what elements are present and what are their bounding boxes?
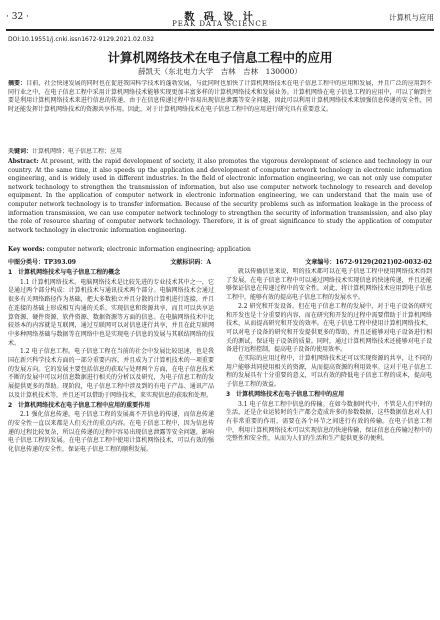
clc-number: 中图分类号：TP393.09: [8, 259, 76, 266]
body-column-right: [226, 268, 432, 618]
section-heading: 2 计算机网络技术在电子信息工程中应用的重要作用: [8, 401, 151, 409]
classification-line: [8, 257, 432, 266]
abstract-en: [8, 158, 432, 244]
keywords-cn-text: 计算机网络；电子信息工程；应用: [32, 148, 123, 155]
abstract-cn-text: 目前，社会快速发展的同时也在促进我国科学技术的蓬勃发展，与此同时也加快了计算机网络技术在电子信息工程中的应用和发展，并且广泛的应用到不同行业之中，在电子信息工程中采用计算机网络技术能够实现更加丰富多样的计算机网络技术和发展业务。计算机网络在电子信息工程的应用中，可以了解到主要是利用计算机网络技术来进行信息的传递，由于在信息传递过程中容易出现信息泄露等安全问题，因此可以利用计算机网络技术来加强信息传递的安全性，同时还能发挥计算机网络技术的资源共享作用。因此，对于计算机网络技术在电子信息工程中的应用进行研究具有重要意义。: [8, 80, 432, 113]
keywords-en-text: computer network; electronic information engineering; application: [46, 246, 251, 253]
author-line: 薛凯天（东北电力大学 吉林 吉林 130000）: [138, 67, 302, 76]
abstract-cn-label: 摘要：: [8, 80, 27, 87]
keywords-cn: [8, 148, 432, 157]
abstract-en-text: At present, with the rapid development of society, it also promotes the vigorous development of science and technology in our country. At the same time, it also speeds up the application and development of computer network technology in electronic information engineering, and is widely used in different industries. In the field of electronic information engineering, we can not only use computer network technology to strengthen the transmission of information, but also use computer network technology to research and develop equipment. In the application of computer network in electronic information engineering, we can understand that the main use of computer network technology is to transfer information. Because of the security problems such as information leakage in the process of information transmission, we can use computer network technology to strengthen the security of information transmission, and also play the role of resource sharing of computer network technology. Therefore, it is of great significance to study the application of computer network technology in electronic information engineering.: [8, 158, 432, 234]
body-paragraph: 就以传播信息来说，明的技术都可以在电子信息工程中使用网络技术得到了发展，在电子信息工程中可以通过网络技术实现信息的快速传递，并且还能够保证信息在传递过程中的安全性。对此，将计算机网络技术应用到电子信息工程中，能够有效的提高电子信息工程的发展水平。: [226, 268, 432, 302]
document-code: 文献标识码：A: [170, 259, 211, 266]
body-paragraph: 1.1 计算机网络技术。电脑网络技术是比较先进的专业技术其中之一，它是通过两个部分构成：计算机技术与通讯技术两个部分。电脑网络技术会通过很多有关网络路径作为基础，把大多数独立并且分散的计算机进行连接，并且在连接的基础上形成相互沟通的关系，实现信息和资源共享，而且可以共享运算资源、硬件资源、软件资源、数据资源等方面的信息。在电脑网络技术中比较基本的内容就是互联网，通过互联网可以对信息进行共享，并且在此互联网中多种网络基础与数据等在网络中也是实现电子信息的发展与其联结网络的技术。: [8, 278, 214, 347]
journal-title-en: PEAK DATA SCIENCE: [172, 20, 268, 28]
paper-title: 计算机网络技术在电子信息工程中的应用: [107, 50, 333, 65]
section-heading: 3 计算机网络技术在电子信息工程中的应用: [226, 390, 345, 398]
doi: DOI:10.19551/j.cnki.issn1672-9129.2021.02.032: [8, 36, 155, 43]
body-column-left: [8, 268, 214, 618]
body-paragraph: 2.1 强化信息传递。电子信息工程的发展离不开信息的传递，而信息传递的安全性一直以来都是人们关注的重点内容。在电子信息工程中，因为信息传递的过程比较复杂，所以在传递的过程中容易出现信息泄露等安全问题，影响电子信息工程的发展。在电子信息工程中使用计算机网络技术，可以有效的强化信息传递的安全性，保证电子信息工程的顺利发展。: [8, 411, 214, 454]
journal-title-cn: 数 码 设 计: [184, 12, 256, 23]
body-paragraph: 1.2 电子信息工程。电子信息工程在当前的社会中发展比较迅速，也是我国在新兴科学技术方面的一部分重要内容，并且成为了计算机技术的一项重要的发展方向。它的发展主要包括信息的获取与处理两个方面，在电子信息技术不断的发展中可以对信息数据进行相关的分析以及研究，为电子信息工程的发展提供更多的帮助。现阶段，电子信息工程中涉及到的有电子产品、通讯产品以及计算机技术等，并且还可以借助于网络技术，来实现信息的获取和处理。: [8, 348, 214, 399]
abstract-cn: [8, 80, 432, 114]
section-heading: 1 计算机网络技术与电子信息工程的概念: [8, 269, 121, 276]
keywords-cn-label: 关键词：: [8, 148, 33, 155]
header-divider: [6, 29, 434, 31]
abstract-en-label: Abstract:: [8, 158, 39, 165]
body-paragraph: 在实际的应用过程中，计算机网络技术还可以实现资源的共享，让不同的用户能够共同使用相关的资源，从而提高资源的利用效率。这对于电子信息工程的发展具有十分重要的意义，可以有效的降低电子信息工程的成本，提高电子信息工程的效益。: [226, 355, 432, 389]
body-paragraph: 3.1 电子信息工程中信息的传输。在如今数据时代中，不管是人们平时的生活，还是企业运转时的生产都会造成许多的参数数据，这些数据信息对人们有非常重要的作用，需要在各个环节之间进行有效的传输。在电子信息工程中，利用计算机网络技术可以实现信息的快速传输，保证信息在传输过程中的完整性和安全性，从而为人们的生活和生产提供更多的便利。: [226, 400, 432, 443]
keywords-en-label: Key words:: [8, 246, 45, 253]
body-paragraph: 2.2 研究和开发设备。但在电子信息工程的发展中，对于电子设备的研究和开发也是十分重要的内容，而在研究和开发的过程中需要借助于计算机网络技术，从而提高研究和开发的效率。在电子信息工程中使用计算机网络技术，可以对电子设备的研究和开发提供更多的帮助，并且还能够对电子设备进行相关的测试，保证电子设备的质量。同时，通过计算机网络技术还能够对电子设备进行远程控制，提高电子设备的使用效率。: [226, 302, 432, 354]
keywords-en: [8, 246, 432, 255]
section-name: 计算机与应用: [389, 13, 434, 22]
article-number: 文章编号：1672-9129(2021)02-0032-02: [305, 259, 432, 266]
page-number: · 32 ·: [6, 12, 29, 22]
